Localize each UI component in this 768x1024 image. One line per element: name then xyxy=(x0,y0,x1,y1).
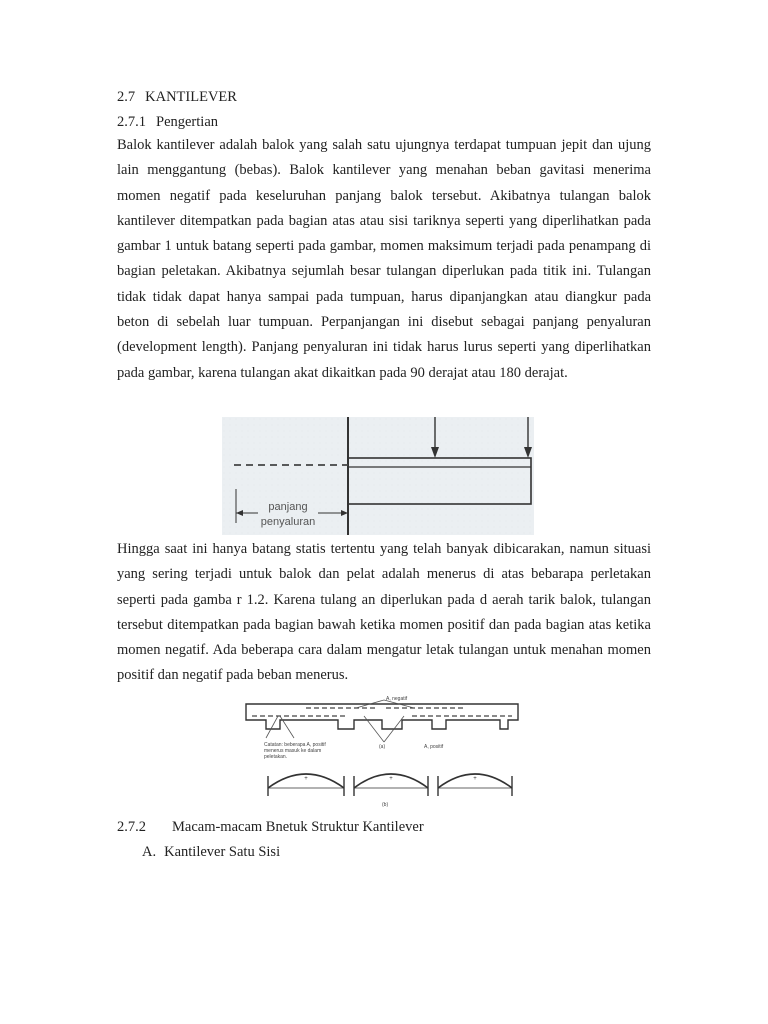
figure2-note-line1: Catatan: beberapa A, positif xyxy=(264,742,326,748)
subsection-heading-2 xyxy=(117,817,424,837)
subsection-number: 2.7.1 xyxy=(117,114,146,130)
figure2-note-line2: menerus masuk ke dalam xyxy=(264,748,322,754)
figure2-label-negative: A, negatif xyxy=(386,696,408,702)
figure2-plus-3: + xyxy=(473,776,477,782)
list-item-text: Kantilever Satu Sisi xyxy=(164,844,281,860)
paragraph-2: Hingga saat ini hanya batang statis tertentu yang telah banyak dibicarakan, namun situasi yang sering terjadi untuk balok dan pelat adalah menerus di atas bebarapa perletakan seperti pada gamba r 1.2. Karena tulang an diperlukan pada d aerah tarik balok, tulangan tersebut ditempatkan pada bagian bawah ketika momen positif dan pada bagian atas ketika momen negatif. Ada beberapa cara dalam mengatur letak tulangan untuk menahan momen positif dan negatif pada beban menerus. xyxy=(117,541,651,684)
figure2-label-positive: A, positif xyxy=(424,744,444,750)
figure1-label-line2: penyaluran xyxy=(260,516,316,528)
figure1-label-line1: panjang xyxy=(268,501,308,513)
section-heading xyxy=(117,87,237,107)
figure2-note-line3: peletakan. xyxy=(264,754,288,760)
paragraph-1: Balok kantilever adalah balok yang salah satu ujungnya terdapat tumpuan jepit dan ujung lain menggantung (bebas). Balok kantilever yang menahan beban gavitasi menerima momen negatif pada keseluruhan panjang balok tersebut. Akibatnya tulangan balok kantilever ditempatkan pada bagian atas atau sisi tariknya seperti yang diperlihatkan pada gambar 1 untuk batang seperti pada gambar, momen maksimum terjadi pada penampang di bagian peletakan. Akibatnya sejumlah besar tulangan diperlukan pada titik ini. Tulangan tidak tidak dapat hanya sampai pada tumpuan, harus dipanjangkan atau diangkur pada beton di sebelah luar tumpuan. Perpanjangan ini disebut sebagai panjang penyaluran (development length). Panjang penyaluran ini tidak harus lurus seperti yang diperlihatkan pada gambar, karena tulangan akat dikaitkan pada 90 derajat atau 180 derajat. xyxy=(117,137,651,381)
subsection-title: Pengertian xyxy=(156,114,219,130)
list-item-a xyxy=(142,842,280,862)
list-marker: A. xyxy=(142,844,157,860)
subsection-number: 2.7.2 xyxy=(117,819,146,835)
cantilever-diagram xyxy=(222,417,534,535)
subsection-title: Macam-macam Bnetuk Struktur Kantilever xyxy=(172,819,424,835)
figure2-label-a: (a) xyxy=(379,744,386,750)
figure-continuous-beam xyxy=(236,694,534,808)
continuous-beam-diagram xyxy=(236,694,534,808)
section-title: KANTILEVER xyxy=(145,89,237,105)
figure2-plus-2: + xyxy=(389,776,393,782)
figure-cantilever-development-length xyxy=(222,417,534,535)
subsection-heading-1 xyxy=(117,112,218,132)
figure2-plus-1: + xyxy=(304,776,308,782)
figure2-label-b: (b) xyxy=(382,802,389,808)
section-number: 2.7 xyxy=(117,89,136,105)
